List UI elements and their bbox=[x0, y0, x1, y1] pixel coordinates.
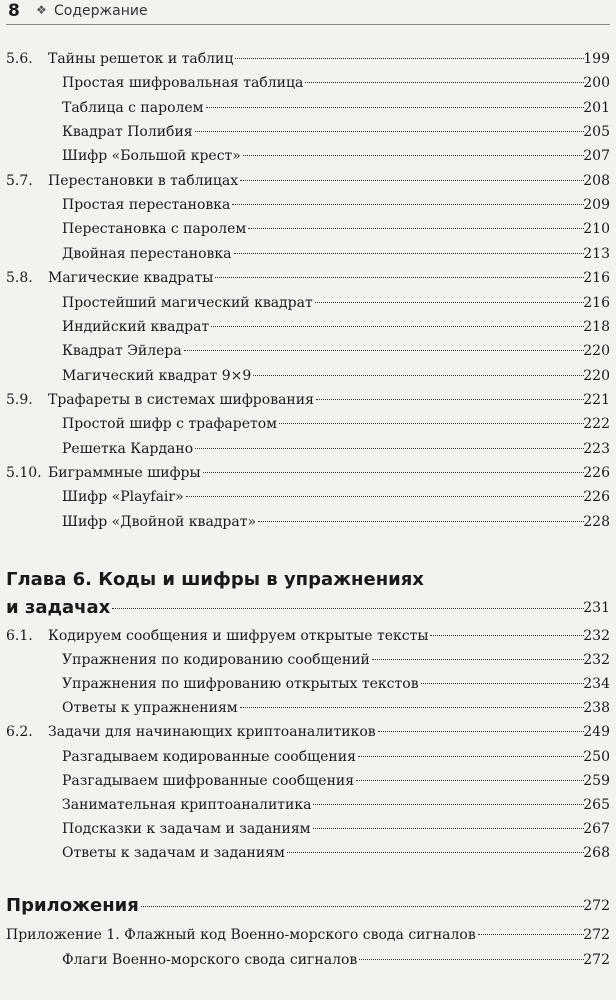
chapter-6-heading-line2[interactable] bbox=[0, 595, 616, 621]
page-ref: 272 bbox=[583, 927, 610, 943]
page-ref: 267 bbox=[583, 820, 610, 837]
page-ref: 232 bbox=[583, 652, 610, 669]
leader-dots bbox=[195, 131, 584, 132]
toc-entry[interactable] bbox=[0, 437, 616, 461]
entry-title: Тайны решеток и таблиц bbox=[48, 51, 234, 67]
leader-dots bbox=[287, 852, 584, 853]
toc-entry[interactable] bbox=[0, 648, 616, 672]
entry-title: Перестановки в таблицах bbox=[48, 172, 239, 189]
toc-entry[interactable] bbox=[0, 120, 616, 144]
chapter-6-heading: Глава 6. Коды и шифры в упражнениях bbox=[6, 569, 424, 590]
toc-entry[interactable] bbox=[0, 169, 616, 193]
entry-title: Двойная перестановка bbox=[62, 245, 232, 262]
leader-dots bbox=[316, 399, 584, 400]
page-ref: 210 bbox=[583, 221, 610, 238]
entry-title: Шифр «Двойной квадрат» bbox=[62, 513, 257, 530]
toc-entry[interactable] bbox=[0, 510, 616, 534]
entry-title: Ответы к упражнениям bbox=[62, 700, 238, 717]
toc-entry[interactable] bbox=[0, 948, 616, 972]
leader-dots bbox=[195, 448, 584, 449]
entry-title: Занимательная криптоаналитика bbox=[62, 796, 312, 813]
leader-dots bbox=[359, 959, 584, 960]
entry-title: Флаги Военно-морского свода сигналов bbox=[62, 951, 358, 968]
entry-title: Шифр «Playfair» bbox=[62, 489, 184, 506]
page-ref: 218 bbox=[583, 318, 610, 335]
toc-entry[interactable] bbox=[0, 291, 616, 315]
toc-entry[interactable] bbox=[0, 193, 616, 217]
toc-entry[interactable] bbox=[0, 624, 616, 648]
section-number: 6.1. bbox=[6, 628, 33, 644]
page-ref: 220 bbox=[583, 343, 610, 360]
appendix-page: 272 bbox=[583, 898, 610, 914]
leader-dots bbox=[206, 107, 584, 108]
entry-title: Простая шифровальная таблица bbox=[62, 75, 304, 92]
page-ref: 250 bbox=[583, 748, 610, 765]
page-ref: 228 bbox=[583, 513, 610, 530]
page-ref: 238 bbox=[583, 700, 610, 717]
leader-dots bbox=[112, 608, 584, 609]
toc-entry[interactable] bbox=[0, 923, 616, 947]
leader-dots bbox=[240, 707, 584, 708]
entry-title: Подсказки к задачам и заданиям bbox=[62, 820, 311, 837]
page-number: 8 bbox=[8, 1, 20, 21]
page-ref: 200 bbox=[583, 75, 610, 92]
leader-dots bbox=[253, 375, 584, 376]
entry-title: Упражнения по кодированию сообщений bbox=[62, 652, 370, 669]
leader-dots bbox=[141, 906, 584, 907]
toc-entry[interactable] bbox=[0, 96, 616, 120]
toc-entry[interactable] bbox=[0, 47, 616, 71]
leader-dots bbox=[313, 804, 584, 805]
leader-dots bbox=[240, 180, 584, 181]
entry-title: Разгадываем шифрованные сообщения bbox=[62, 772, 355, 789]
leader-dots bbox=[232, 204, 584, 205]
entry-title: Задачи для начинающих криптоаналитиков bbox=[48, 724, 376, 741]
entry-title: Индийский квадрат bbox=[62, 318, 210, 335]
page-ref: 207 bbox=[583, 148, 610, 165]
leader-dots bbox=[279, 423, 584, 424]
section-number: 5.8. bbox=[6, 270, 33, 287]
leader-dots bbox=[258, 521, 584, 522]
section-number: 5.10. bbox=[6, 464, 42, 481]
entry-title: Перестановка с паролем bbox=[62, 221, 247, 238]
entry-title: Приложение 1. Флажный код Военно-морского свода сигналов bbox=[6, 927, 476, 943]
toc-entry[interactable] bbox=[0, 315, 616, 339]
page-ref: 208 bbox=[583, 172, 610, 189]
page-ref: 232 bbox=[583, 628, 610, 644]
leader-dots bbox=[372, 659, 584, 660]
section-number: 5.9. bbox=[6, 391, 33, 408]
page-ref: 216 bbox=[583, 294, 610, 311]
toc-entry[interactable] bbox=[0, 144, 616, 168]
toc-entry[interactable] bbox=[0, 769, 616, 793]
section-number: 5.7. bbox=[6, 172, 33, 189]
entry-title: Шифр «Большой крест» bbox=[62, 148, 241, 165]
toc-entry[interactable] bbox=[0, 696, 616, 720]
toc-entry[interactable] bbox=[0, 485, 616, 509]
section-number: 5.6. bbox=[6, 51, 33, 67]
leader-dots bbox=[203, 472, 584, 473]
appendix-heading[interactable] bbox=[0, 893, 616, 919]
page-ref: 226 bbox=[583, 464, 610, 481]
entry-title: Упражнения по шифрованию открытых текстов bbox=[62, 676, 419, 693]
entry-title: Кодируем сообщения и шифруем открытые тексты bbox=[48, 628, 429, 644]
toc-entry[interactable] bbox=[0, 745, 616, 769]
toc-entry[interactable] bbox=[0, 412, 616, 436]
leader-dots bbox=[358, 756, 584, 757]
running-title: Содержание bbox=[54, 3, 148, 19]
entry-title: Трафареты в системах шифрования bbox=[48, 391, 314, 408]
page-ref: 265 bbox=[583, 796, 610, 813]
toc-entry[interactable] bbox=[0, 217, 616, 241]
toc-entry[interactable] bbox=[0, 672, 616, 696]
diamond-icon: ❖ bbox=[36, 3, 47, 17]
toc-entry[interactable] bbox=[0, 720, 616, 744]
toc-entry[interactable] bbox=[0, 339, 616, 363]
page-ref: 222 bbox=[583, 416, 610, 433]
entry-title: Решетка Кардано bbox=[62, 440, 194, 457]
section-number: 6.2. bbox=[6, 724, 33, 741]
page-ref: 234 bbox=[583, 676, 610, 693]
page-header bbox=[6, 0, 610, 25]
leader-dots bbox=[478, 934, 584, 935]
page-ref: 213 bbox=[583, 245, 610, 262]
leader-dots bbox=[243, 155, 584, 156]
leader-dots bbox=[421, 683, 584, 684]
page-ref: 226 bbox=[583, 489, 610, 506]
entry-title: Биграммные шифры bbox=[48, 464, 201, 481]
entry-title: Магические квадраты bbox=[48, 270, 214, 287]
appendix-title: Приложения bbox=[6, 895, 139, 916]
entry-title: Простой шифр с трафаретом bbox=[62, 416, 278, 433]
leader-dots bbox=[315, 302, 584, 303]
toc-entry[interactable] bbox=[0, 817, 616, 841]
entry-title: Таблица с паролем bbox=[62, 99, 204, 116]
entry-title: Квадрат Полибия bbox=[62, 124, 193, 141]
page-ref: 259 bbox=[583, 772, 610, 789]
toc-entry[interactable] bbox=[0, 793, 616, 817]
toc-entry[interactable] bbox=[0, 841, 616, 865]
toc-entry[interactable] bbox=[0, 242, 616, 266]
leader-dots bbox=[430, 635, 584, 636]
entry-title: Разгадываем кодированные сообщения bbox=[62, 748, 356, 765]
chapter-6-page: 231 bbox=[583, 600, 610, 616]
toc-entry[interactable] bbox=[0, 71, 616, 95]
entry-title: Магический квадрат 9×9 bbox=[62, 367, 252, 384]
toc-entry[interactable] bbox=[0, 388, 616, 412]
toc-entry[interactable] bbox=[0, 461, 616, 485]
entry-title: Ответы к задачам и заданиям bbox=[62, 844, 285, 861]
page-ref: 216 bbox=[583, 270, 610, 287]
leader-dots bbox=[215, 277, 584, 278]
leader-dots bbox=[211, 326, 584, 327]
page-ref: 205 bbox=[583, 124, 610, 141]
leader-dots bbox=[356, 780, 584, 781]
page-ref: 201 bbox=[583, 99, 610, 116]
leader-dots bbox=[248, 228, 584, 229]
leader-dots bbox=[186, 496, 584, 497]
page-ref: 268 bbox=[583, 844, 610, 861]
page-ref: 272 bbox=[583, 951, 610, 968]
entry-title: Квадрат Эйлера bbox=[62, 343, 182, 360]
leader-dots bbox=[305, 82, 584, 83]
entry-title: Простейший магический квадрат bbox=[62, 294, 313, 311]
page-ref: 220 bbox=[583, 367, 610, 384]
leader-dots bbox=[378, 731, 584, 732]
page-ref: 221 bbox=[583, 391, 610, 408]
page-ref: 223 bbox=[583, 440, 610, 457]
entry-title: Простая перестановка bbox=[62, 197, 231, 214]
page-ref: 249 bbox=[583, 724, 610, 741]
page-ref: 209 bbox=[583, 197, 610, 214]
leader-dots bbox=[313, 828, 584, 829]
leader-dots bbox=[234, 253, 584, 254]
toc-entry[interactable] bbox=[0, 364, 616, 388]
page-ref: 199 bbox=[583, 51, 610, 67]
toc-entry[interactable] bbox=[0, 266, 616, 290]
leader-dots bbox=[184, 350, 584, 351]
leader-dots bbox=[235, 58, 584, 59]
chapter-6-title-cont: и задачах bbox=[6, 597, 111, 618]
